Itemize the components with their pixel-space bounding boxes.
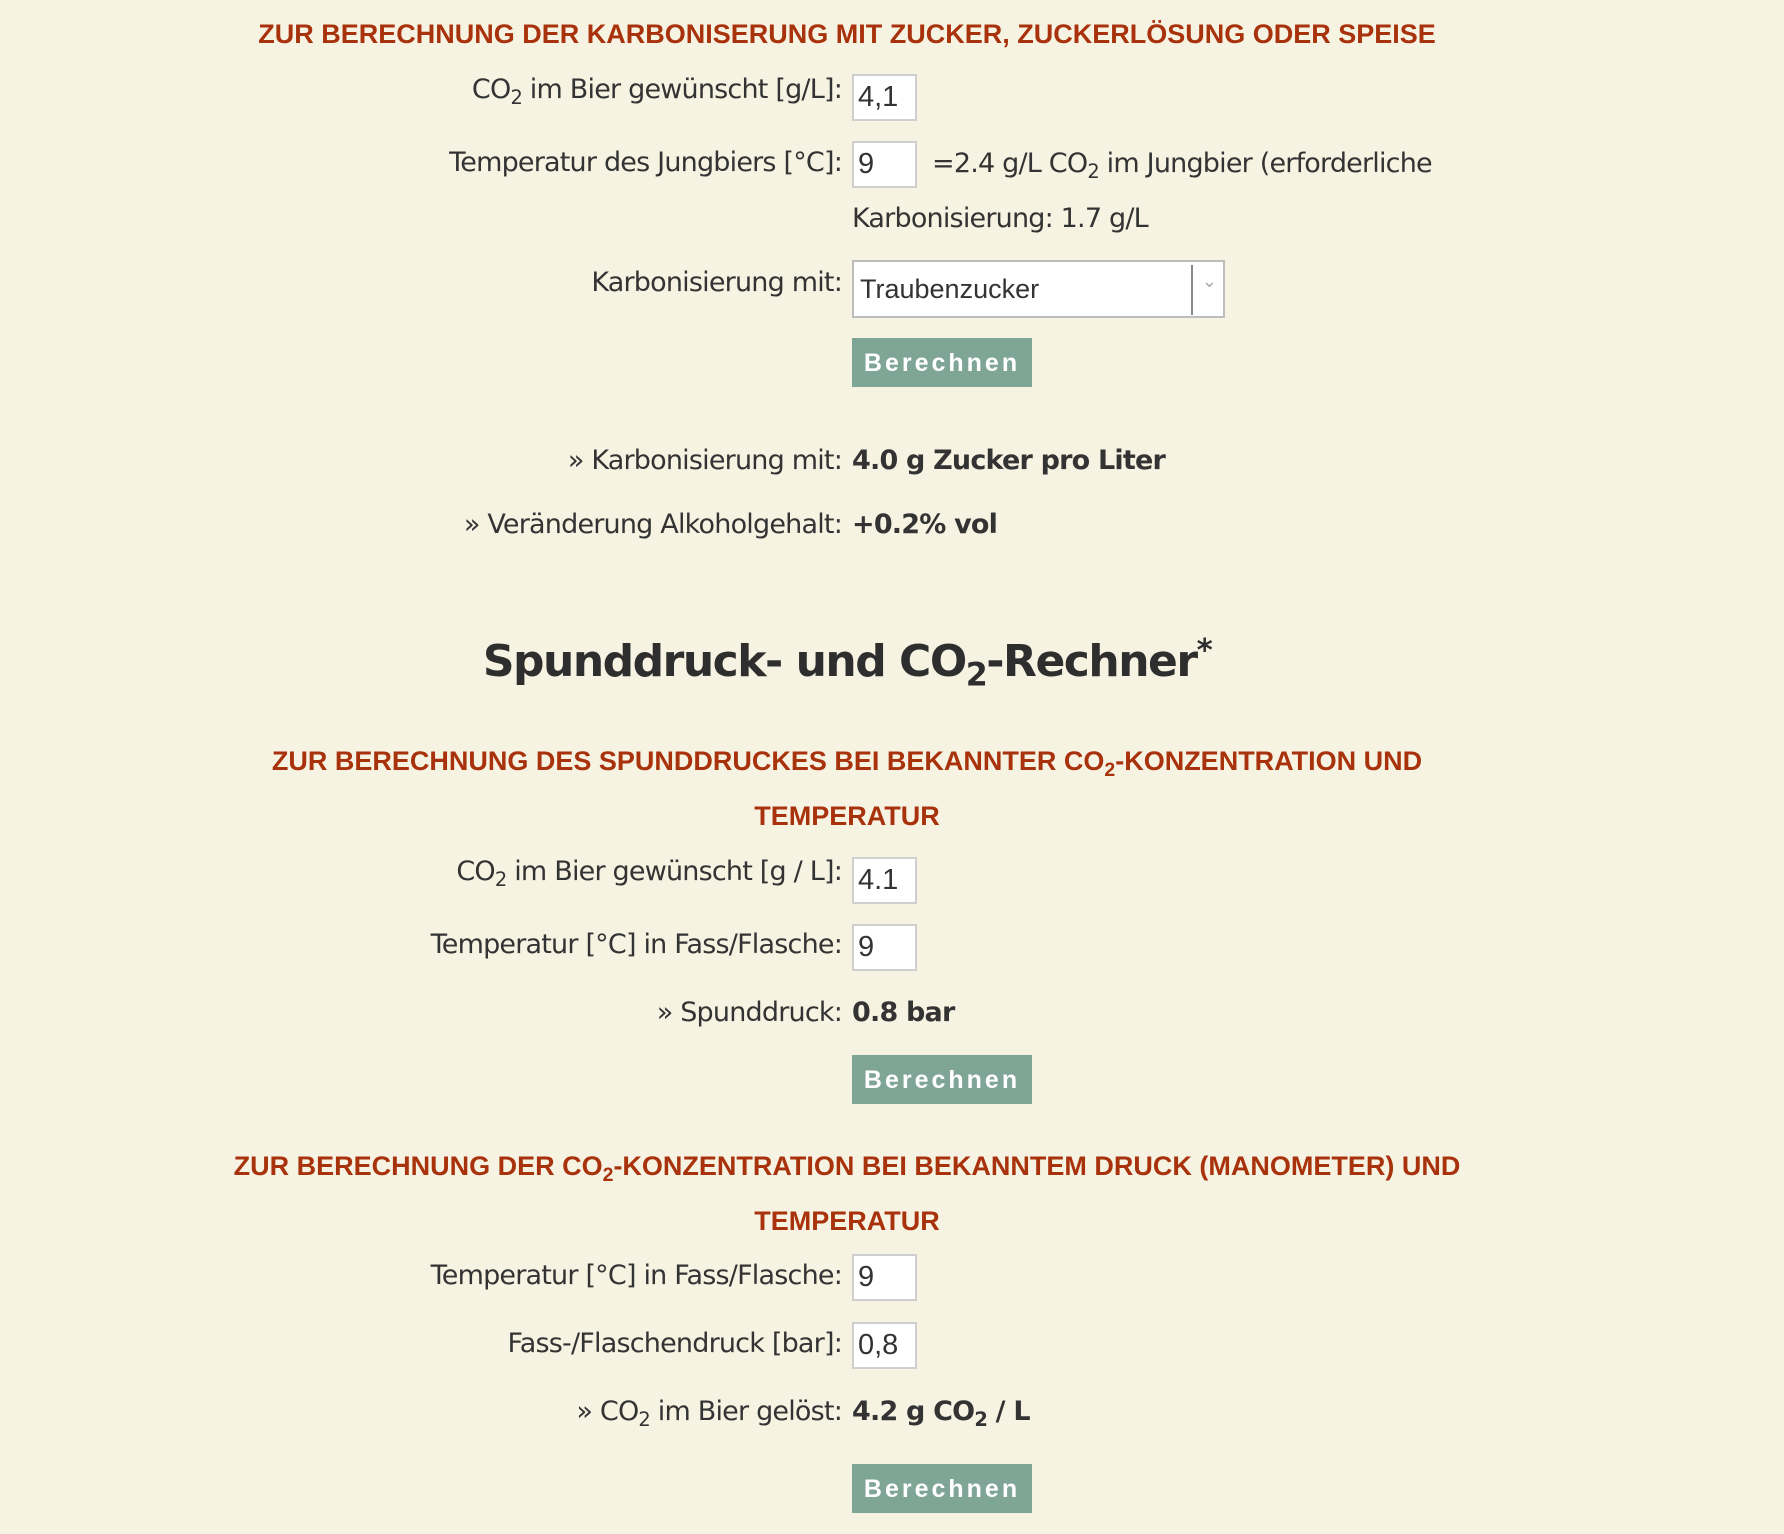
co2-label-sub: 2 [510,85,523,109]
title-text: Spunddruck- und CO [482,636,966,687]
result-alcohol-value: +0.2% vol [852,509,998,540]
co2-label2-rest: im Bier gewünscht [g / L]: [506,856,842,887]
title-rest: -Rechner [986,636,1197,687]
required-carbonation-info: Karbonisierung: 1.7 g/L [852,203,1148,234]
result-carbonation-value: 4.0 g Zucker pro Liter [852,445,1166,476]
co2-label2-text: CO [456,856,495,887]
heading2-sub: 2 [1104,758,1116,781]
temp-input-2[interactable] [852,924,917,971]
spunddruck-result-value: 0.8 bar [852,997,955,1028]
heading3-rest: -KONZENTRATION BEI BEKANNTEM DRUCK (MANOMETER) UND [613,1151,1461,1181]
co2-label-text: CO [471,74,511,105]
section-heading-spunddruck [0,746,1694,781]
heading3-text: ZUR BERECHNUNG DER CO [233,1151,603,1181]
co2-label-rest: im Bier gewünscht [g/L]: [522,74,842,105]
co2-desired-input-2[interactable] [852,857,917,904]
heading3-sub: 2 [602,1163,614,1186]
calculate-co2-button[interactable]: Berechnen [852,1464,1032,1513]
temp-jungbier-label: Temperatur des Jungbiers [°C]: [449,147,842,178]
temp-input-3[interactable] [852,1254,917,1301]
co2-dissolved-value [852,1394,1030,1430]
section-heading-co2-concentration-line2: TEMPERATUR [754,1206,940,1236]
temp-label-2: Temperatur [°C] in Fass/Flasche: [430,929,842,960]
spunddruck-result-label: » Spunddruck: [656,997,842,1028]
carbonation-method-value: Traubenzucker [860,274,1040,304]
section-heading-carbonation: ZUR BERECHNUNG DER KARBONISERUNG MIT ZUCKER, ZUCKERLÖSUNG ODER SPEISE [258,19,1436,49]
jungbier-info-rest: im Jungbier (erforderliche [1098,148,1432,179]
co2-dissolved-value-text: 4.2 g CO [852,1396,975,1427]
co2-dissolved-label-text: » CO [576,1396,639,1427]
co2-desired-label [472,72,842,108]
result-carbonation-label: » Karbonisierung mit: [567,445,842,476]
jungbier-info-sub: 2 [1087,159,1099,183]
co2-dissolved-label-rest: im Bier gelöst: [649,1396,842,1427]
calculate-spunddruck-button[interactable]: Berechnen [852,1055,1032,1104]
title-footnote-mark: * [1196,632,1212,669]
page-title [0,632,1694,694]
carbonation-method-label: Karbonisierung mit: [591,267,842,298]
heading2-text: ZUR BERECHNUNG DES SPUNDDRUCKES BEI BEKANNTER CO [271,746,1105,776]
co2-label2-sub: 2 [494,867,507,891]
carbonation-method-select[interactable] [852,260,1225,318]
result-alcohol-label: » Veränderung Alkoholgehalt: [463,509,842,540]
co2-dissolved-value-rest: / L [987,1396,1030,1427]
select-divider [1191,265,1193,315]
heading2-rest: -KONZENTRATION UND [1115,746,1423,776]
co2-desired-label-2 [456,854,842,890]
jungbier-co2-info [932,146,1432,182]
calculate-carbonation-button[interactable]: Berechnen [852,338,1032,387]
section-heading-co2-concentration [0,1151,1694,1186]
jungbier-info-text: =2.4 g/L CO [932,148,1088,179]
co2-desired-input[interactable] [852,74,917,121]
section-heading-spunddruck-line2: TEMPERATUR [754,801,940,831]
temp-label-3: Temperatur [°C] in Fass/Flasche: [430,1260,842,1291]
co2-dissolved-label-sub: 2 [638,1407,650,1431]
pressure-label: Fass-/Flaschendruck [bar]: [507,1328,842,1359]
co2-dissolved-label [576,1394,842,1430]
title-sub: 2 [965,657,987,694]
chevron-down-icon[interactable]: ⌄ [1201,271,1217,291]
pressure-input[interactable] [852,1322,917,1369]
co2-dissolved-value-sub: 2 [974,1407,988,1431]
temp-jungbier-input[interactable] [852,141,917,188]
